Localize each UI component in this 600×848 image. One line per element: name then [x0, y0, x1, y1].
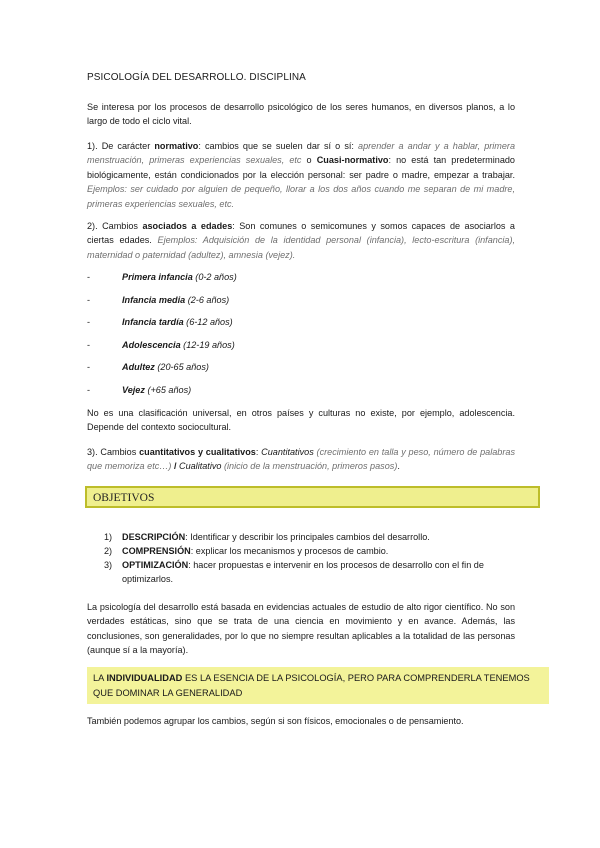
highlight-box	[87, 667, 549, 704]
list-dash: -	[87, 384, 91, 395]
objetivo-text: : Identificar y describir los principales cambios del desarrollo.	[185, 532, 430, 542]
list-dash: -	[87, 317, 91, 327]
note-paragraph: No es una clasificación universal, en otros países y culturas no existe, por ejemplo, adolescencia. Depende del contexto sociocultural.	[87, 408, 515, 433]
stage-range: (20-65 años)	[154, 362, 209, 372]
stage-name: Adultez	[122, 362, 155, 372]
p3-cual: Cualitativo	[179, 461, 222, 472]
list-item	[87, 270, 517, 293]
normative-paragraph	[87, 139, 515, 211]
stage-name: Adolescencia	[122, 339, 181, 350]
stage-name: Infancia media	[122, 294, 186, 305]
list-dash: -	[87, 272, 91, 282]
p1-after-normativo: : cambios que se suelen dar sí o sí:	[198, 141, 359, 151]
evidence-paragraph: La psicología del desarrollo está basada en evidencias actuales de estudio de alto rigor científico. No son verdades estáticas, sino que se trata de una ciencia en movimiento y en avance. Además, las conclusiones, son generalidades, por lo que no siempre resultan aplicables a la totalidad de las personas (aunque sí a la mayoría).	[87, 602, 515, 656]
objetivo-term: OPTIMIZACIÓN	[122, 560, 189, 570]
p3-slash: /	[173, 461, 179, 472]
stages-list	[87, 270, 517, 405]
highlight-post: ES LA ESENCIA DE LA PSICOLOGÍA, PERO PARA COMPRENDERLA TENEMOS QUE DOMINAR LA GENERALIDAD	[93, 673, 530, 698]
list-item	[87, 383, 517, 406]
stage-range: (0-2 años)	[192, 272, 237, 282]
list-dash: -	[87, 339, 91, 350]
objetivos-list	[104, 530, 519, 586]
p3-lead: 3). Cambios	[87, 447, 140, 457]
p2-examples: Ejemplos: Adquisición de la identidad personal (infancia), lecto-escritura (infancia), maternidad o paternidad (adultez), amnesia (vejez).	[87, 235, 515, 260]
objetivo-term: COMPRENSIÓN	[122, 546, 191, 556]
p1-o: o	[301, 155, 317, 166]
list-item	[104, 544, 519, 558]
list-dash: -	[87, 294, 91, 305]
p1-examples2: Ejemplos: ser cuidado por alguien de pequeño, llorar a los dos años cuando me separan de mi madre, primeras experiencias sexuales, etc.	[87, 184, 515, 209]
p2-lead: 2). Cambios	[87, 221, 143, 231]
objetivos-heading: OBJETIVOS	[85, 486, 540, 508]
page-title: PSICOLOGÍA DEL DESARROLLO. DISCIPLINA	[87, 72, 306, 83]
p1-cuasi: Cuasi-normativo	[316, 155, 389, 166]
objetivo-number: 1)	[104, 532, 113, 542]
list-item	[87, 338, 517, 361]
stage-range: (12-19 años)	[180, 339, 235, 350]
p1-lead: 1). De carácter	[87, 141, 155, 151]
highlight-bold: INDIVIDUALIDAD	[106, 673, 183, 683]
p3-cual-ex: (inicio de la menstruación, primeros pasos)	[221, 461, 398, 472]
highlight-pre: LA	[93, 673, 107, 683]
stage-name: Infancia tardía	[122, 317, 184, 327]
objetivo-number: 2)	[104, 546, 113, 556]
p2-after: : Son comunes o semicomunes y somos capaces de asociarlos a ciertas edades.	[87, 221, 515, 246]
p3-bold: cuantitativos y cualitativos	[139, 447, 256, 457]
stage-range: (2-6 años)	[185, 294, 230, 305]
list-item	[104, 530, 519, 544]
p1-examples1: aprender a andar y a hablar, primera menstruación, primeras experiencias sexuales, etc	[87, 141, 516, 166]
stage-range: (6-12 años)	[183, 317, 233, 327]
list-item	[87, 293, 517, 316]
p3-end: .	[397, 461, 400, 472]
stage-name: Primera infancia	[122, 272, 193, 282]
list-item	[87, 315, 517, 338]
p3-cuant: Cuantitativos	[261, 447, 314, 457]
p3-cuant-ex: (crecimiento en talla y peso, número de palabras que memoriza etc…)	[87, 447, 515, 472]
intro-paragraph: Se interesa por los procesos de desarrollo psicológico de los seres humanos, en diversos planos, a lo largo de todo el ciclo vital.	[87, 102, 515, 127]
stage-name: Vejez	[122, 384, 145, 395]
stage-range: (+65 años)	[144, 384, 192, 395]
ages-paragraph	[87, 219, 515, 262]
p2-asociados: asociados a edades	[142, 221, 233, 231]
list-item	[87, 360, 517, 383]
p1-after-cuasi: : no está tan predeterminado biológicamente, están condicionados por la elección personal: ser padre o madre, empezar a trabajar.	[87, 155, 515, 180]
final-paragraph: También podemos agrupar los cambios, según si son físicos, emocionales o de pensamiento.	[87, 716, 464, 726]
objetivo-number: 3)	[104, 560, 113, 570]
quantitative-paragraph	[87, 445, 515, 474]
p3-colon: :	[255, 447, 262, 457]
list-dash: -	[87, 362, 91, 372]
list-item	[104, 558, 519, 586]
objetivo-term: DESCRIPCIÓN	[122, 532, 186, 542]
p1-normativo: normativo	[154, 141, 199, 151]
objetivo-text: : explicar los mecanismos y procesos de cambio.	[190, 546, 389, 556]
objetivo-text: : hacer propuestas e intervenir en los procesos de desarrollo con el fin de optimizarlos.	[122, 560, 484, 584]
